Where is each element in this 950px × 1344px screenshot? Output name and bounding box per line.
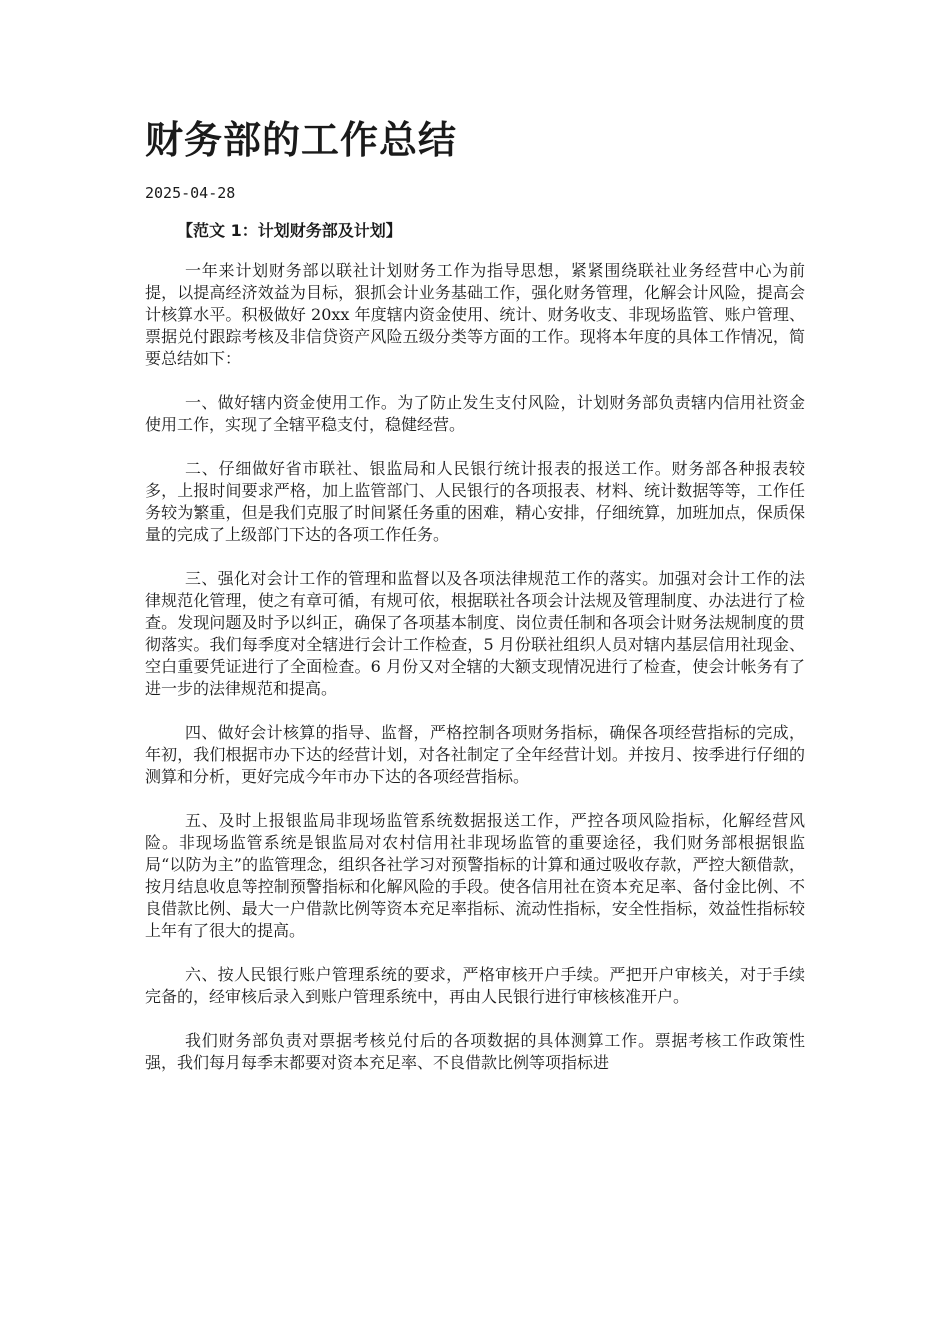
paragraph-item-1: 一、做好辖内资金使用工作。为了防止发生支付风险，计划财务部负责辖内信用社资金使用工作，实现了全辖平稳支付，稳健经营。 [145, 393, 805, 434]
document-title: 财务部的工作总结 [145, 118, 458, 162]
document-page [145, 112, 805, 1096]
paragraph-closing: 我们财务部负责对票据考核兑付后的各项数据的具体测算工作。票据考核工作政策性强，我们每月每季末都要对资本充足率、不良借款比例等项指标进 [145, 1031, 805, 1072]
document-date: 2025-04-28 [145, 184, 236, 202]
paragraph-item-4: 四、做好会计核算的指导、监督，严格控制各项财务指标，确保各项经营指标的完成，年初，我们根据市办下达的经营计划，对各社制定了全年经营计划。并按月、按季进行仔细的测算和分析，更好完成今年市办下达的各项经营指标。 [145, 723, 805, 786]
paragraph-item-6: 六、按人民银行账户管理系统的要求，严格审核开户手续。严把开户审核关，对于手续完备的，经审核后录入到账户管理系统中，再由人民银行进行审核核准开户。 [145, 965, 805, 1006]
section-heading: 【范文 1：计划财务部及计划】 [177, 221, 402, 240]
paragraph-item-5: 五、及时上报银监局非现场监管系统数据报送工作，严控各项风险指标，化解经营风险。非现场监管系统是银监局对农村信用社非现场监管的重要途径，我们财务部根据银监局“以防为主”的监管理念，组织各社学习对预警指标的计算和通过吸收存款，严控大额借款，按月结息收息等控制预警指标和化解风险的手段。使各信用社在资本充足率、备付金比例、不良借款比例、最大一户借款比例等资本充足率指标、流动性指标，安全性指标，效益性指标较上年有了很大的提高。 [145, 811, 805, 940]
paragraph-item-3: 三、强化对会计工作的管理和监督以及各项法律规范工作的落实。加强对会计工作的法律规范化管理，使之有章可循，有规可依，根据联社各项会计法规及管理制度、办法进行了检查。发现问题及时予以纠正，确保了各项基本制度、岗位责任制和各项会计财务法规制度的贯彻落实。我们每季度对全辖进行会计工作检查，5 月份联社组织人员对辖内基层信用社现金、空白重要凭证进行了全面检查。6 月份又对全辖的大额支现情况进行了检查，使会计帐务有了进一步的法律规范和提高。 [145, 569, 805, 698]
paragraph-intro: 一年来计划财务部以联社计划财务工作为指导思想，紧紧围绕联社业务经营中心为前提，以提高经济效益为目标，狠抓会计业务基础工作，强化财务管理，化解会计风险，提高会计核算水平。积极做好 20xx 年度辖内资金使用、统计、财务收支、非现场监管、账户管理、票据兑付跟踪考核及非信贷资产风险五级分类等方面的工作。现将本年度的具体工作情况，简要总结如下： [145, 261, 805, 368]
paragraph-item-2: 二、仔细做好省市联社、银监局和人民银行统计报表的报送工作。财务部各种报表较多，上报时间要求严格，加上监管部门、人民银行的各项报表、材料、统计数据等等，工作任务较为繁重，但是我们克服了时间紧任务重的困难，精心安排，仔细统算，加班加点，保质保量的完成了上级部门下达的各项工作任务。 [145, 459, 805, 544]
